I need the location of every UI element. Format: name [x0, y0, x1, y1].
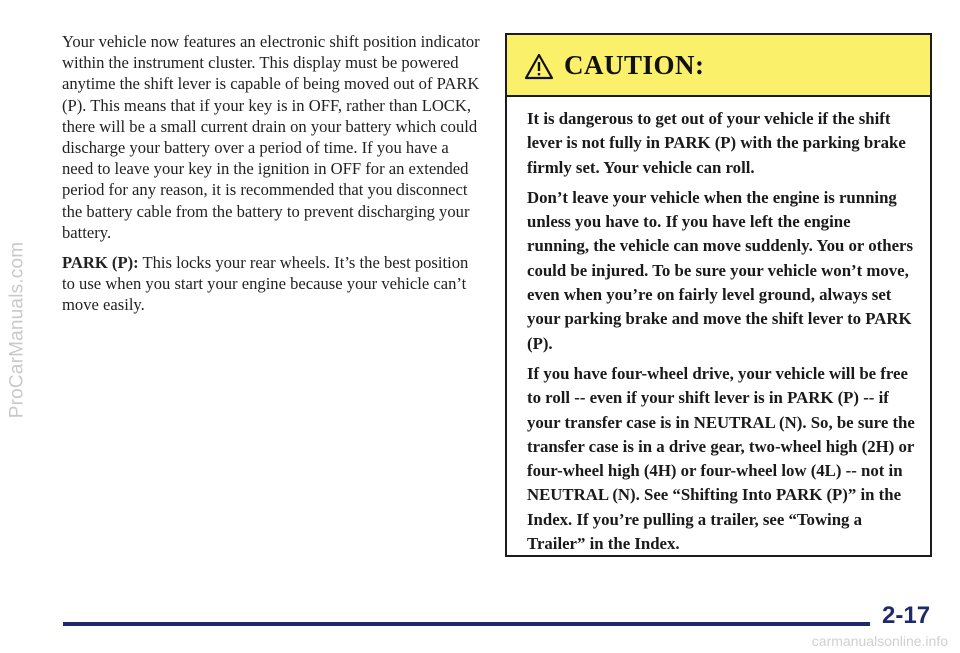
page-number: 2-17: [870, 602, 930, 630]
park-heading: PARK (P):: [62, 253, 139, 273]
warning-triangle-icon: [524, 53, 554, 80]
caution-paragraph: Don’t leave your vehicle when the engine is running unless you have to. If you have left the engine running, the vehicle can move suddenly. You or others could be injured. To be sure your vehicle won’t move, even when you’re on fairly level ground, always set your parking brake and move the shift lever to PARK (P).: [527, 187, 913, 353]
caution-body: [507, 97, 930, 556]
footer-rule: [63, 622, 923, 626]
caution-header: [507, 35, 930, 97]
watermark: [2, 100, 32, 560]
left-column: [62, 31, 480, 325]
watermark-text: ProCarManuals.com: [6, 241, 28, 419]
footer-site-watermark: carmanualsonline.info: [811, 633, 948, 649]
paragraph-park: [62, 252, 480, 316]
park-text: This locks your rear wheels. It’s the best position to use when you start your engine because your vehicle can’t move easily.: [62, 253, 469, 315]
caution-title: CAUTION:: [564, 49, 705, 80]
caution-paragraph: It is dangerous to get out of your vehicle if the shift lever is not fully in PARK (P) with the parking brake firmly set. Your vehicle can roll.: [527, 109, 906, 177]
paragraph-shift-indicator: Your vehicle now features an electronic shift position indicator within the instrument cluster. This display must be powered anytime the shift lever is capable of being moved out of PARK (P). This means that if your key is in OFF, rather than LOCK, there will be a small current drain on your battery which could discharge your battery over a period of time. If you have a need to leave your key in the ignition in OFF for an extended period for any reason, it is recommended that you disconnect the battery cable from the battery to prevent discharging your battery.: [62, 32, 480, 242]
caution-box: [505, 33, 932, 557]
caution-paragraph: If you have four-wheel drive, your vehicle will be free to roll -- even if your shift lever is in PARK (P) -- if your transfer case is in NEUTRAL (N). So, be sure the transfer case is in a drive gear, two-wheel high (2H) or four-wheel high (4H) or four-wheel low (4L) -- not in NEUTRAL (N). See “Shifting Into PARK (P)” in the Index. If you’re pulling a trailer, see “Towing a Trailer” in the Index.: [527, 363, 915, 554]
